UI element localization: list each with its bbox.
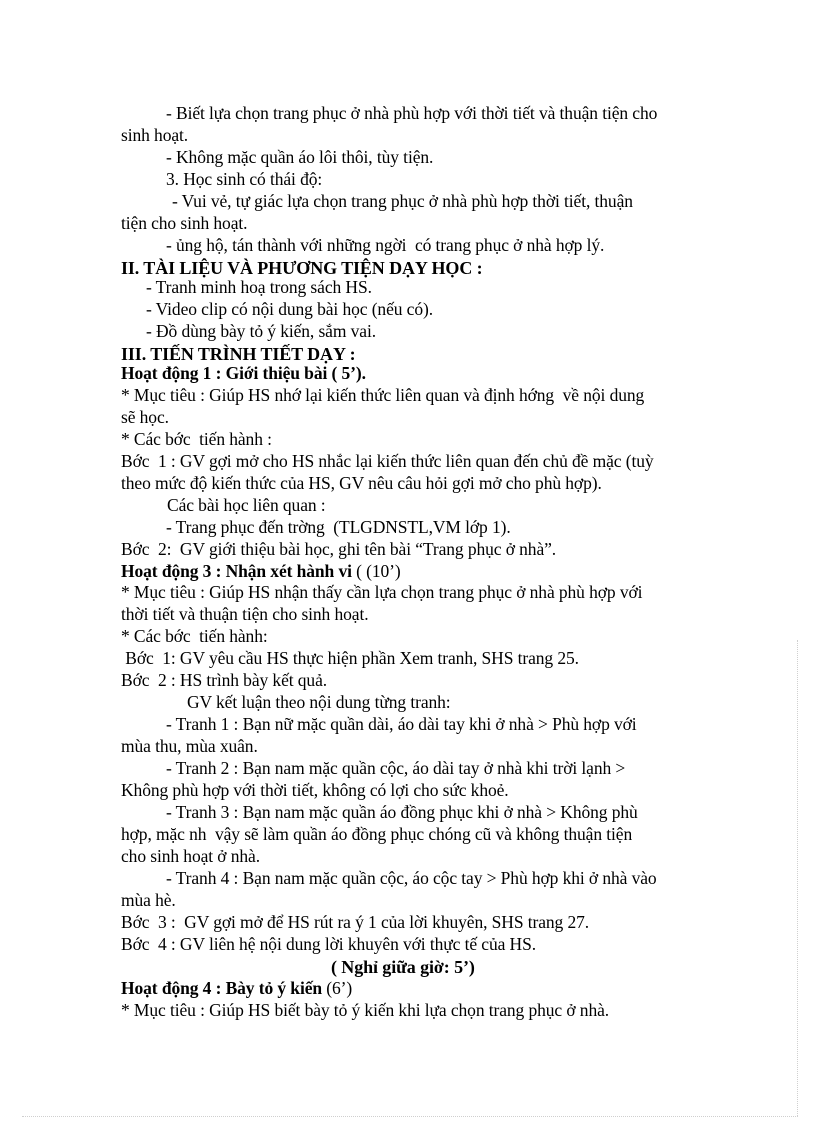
text-line: * Mục tiêu : Giúp HS nhớ lại kiến thức liên quan và định hớng về nội dung xyxy=(121,385,645,405)
text-line: Không phù hợp với thời tiết, không có lợi cho sức khoẻ. xyxy=(121,780,509,800)
text-line: GV kết luận theo nội dung từng tranh: xyxy=(187,692,451,712)
text-line: - Không mặc quần áo lôi thôi, tùy tiện. xyxy=(166,147,434,167)
text-line: - Biết lựa chọn trang phục ở nhà phù hợp với thời tiết và thuận tiện cho xyxy=(166,103,658,123)
text-line: - Tranh 1 : Bạn nữ mặc quần dài, áo dài tay khi ở nhà > Phù hợp với xyxy=(166,714,637,734)
text-line: sinh hoạt. xyxy=(121,125,189,145)
activity-heading-3-duration: ( (10’) xyxy=(351,561,401,581)
text-line: - Tranh 3 : Bạn nam mặc quần áo đồng phục khi ở nhà > Không phù xyxy=(166,802,638,822)
text-line: hợp, mặc nh vậy sẽ làm quần áo đồng phục chóng cũ và không thuận tiện xyxy=(121,824,633,844)
page-bottom-border xyxy=(22,1116,798,1117)
text-line: - Vui vẻ, tự giác lựa chọn trang phục ở nhà phù hợp thời tiết, thuận xyxy=(172,191,633,211)
text-line: cho sinh hoạt ở nhà. xyxy=(121,846,260,866)
text-line: mùa thu, mùa xuân. xyxy=(121,736,258,756)
activity-heading-3-title: Hoạt động 3 : Nhận xét hành vi xyxy=(121,561,352,581)
text-line: theo mức độ kiến thức của HS, GV nêu câu hỏi gợi mở cho phù hợp). xyxy=(121,473,602,493)
text-line: * Mục tiêu : Giúp HS nhận thấy cần lựa chọn trang phục ở nhà phù hợp với xyxy=(121,582,643,602)
text-line: - Đồ dùng bày tỏ ý kiến, sắm vai. xyxy=(146,321,376,341)
text-line: sẽ học. xyxy=(121,407,169,427)
text-line: * Mục tiêu : Giúp HS biết bày tỏ ý kiến khi lựa chọn trang phục ở nhà. xyxy=(121,1000,610,1020)
section-heading-resources: II. TÀI LIỆU VÀ PHƯƠNG TIỆN DẠY HỌC : xyxy=(121,258,483,278)
text-line: - Tranh 2 : Bạn nam mặc quần cộc, áo dài tay ở nhà khi trời lạnh > xyxy=(166,758,626,778)
text-line: - Video clip có nội dung bài học (nếu có). xyxy=(146,299,433,319)
activity-heading-3 xyxy=(121,560,401,582)
break-heading: ( Nghỉ giữa giờ: 5’) xyxy=(331,957,475,977)
activity-heading-4-title: Hoạt động 4 : Bày tỏ ý kiến xyxy=(121,978,323,998)
text-line: Các bài học liên quan : xyxy=(167,495,326,515)
text-line: - ủng hộ, tán thành với những ngời có trang phục ở nhà hợp lý. xyxy=(166,235,605,255)
text-line: * Các bớc tiến hành: xyxy=(121,626,268,646)
text-line: - Tranh 4 : Bạn nam mặc quần cộc, áo cộc tay > Phù hợp khi ở nhà vào xyxy=(166,868,657,888)
text-line: tiện cho sinh hoạt. xyxy=(121,213,248,233)
text-line: mùa hè. xyxy=(121,890,176,910)
section-heading-process: III. TIẾN TRÌNH TIẾT DẠY : xyxy=(121,344,356,364)
text-line: Bớc 1: GV yêu cầu HS thực hiện phần Xem tranh, SHS trang 25. xyxy=(121,648,579,668)
activity-heading-4 xyxy=(121,977,352,999)
page-right-border xyxy=(797,640,798,1116)
text-line: 3. Học sinh có thái độ: xyxy=(166,169,323,189)
activity-heading-4-duration: (6’) xyxy=(322,978,353,998)
text-line: Bớc 3 : GV gợi mở để HS rút ra ý 1 của lời khuyên, SHS trang 27. xyxy=(121,912,590,932)
text-line: - Tranh minh hoạ trong sách HS. xyxy=(146,277,372,297)
activity-heading-1: Hoạt động 1 : Giới thiệu bài ( 5’). xyxy=(121,363,366,383)
text-line: Bớc 4 : GV liên hệ nội dung lời khuyên với thực tế của HS. xyxy=(121,934,536,954)
text-line: thời tiết và thuận tiện cho sinh hoạt. xyxy=(121,604,369,624)
text-line: Bớc 2: GV giới thiệu bài học, ghi tên bài “Trang phục ở nhà”. xyxy=(121,539,557,559)
text-line: - Trang phục đến trờng (TLGDNSTL,VM lớp 1). xyxy=(166,517,511,537)
text-line: * Các bớc tiến hành : xyxy=(121,429,272,449)
text-line: Bớc 2 : HS trình bày kết quả. xyxy=(121,670,328,690)
text-line: Bớc 1 : GV gợi mở cho HS nhắc lại kiến thức liên quan đến chủ đề mặc (tuỳ xyxy=(121,451,654,471)
